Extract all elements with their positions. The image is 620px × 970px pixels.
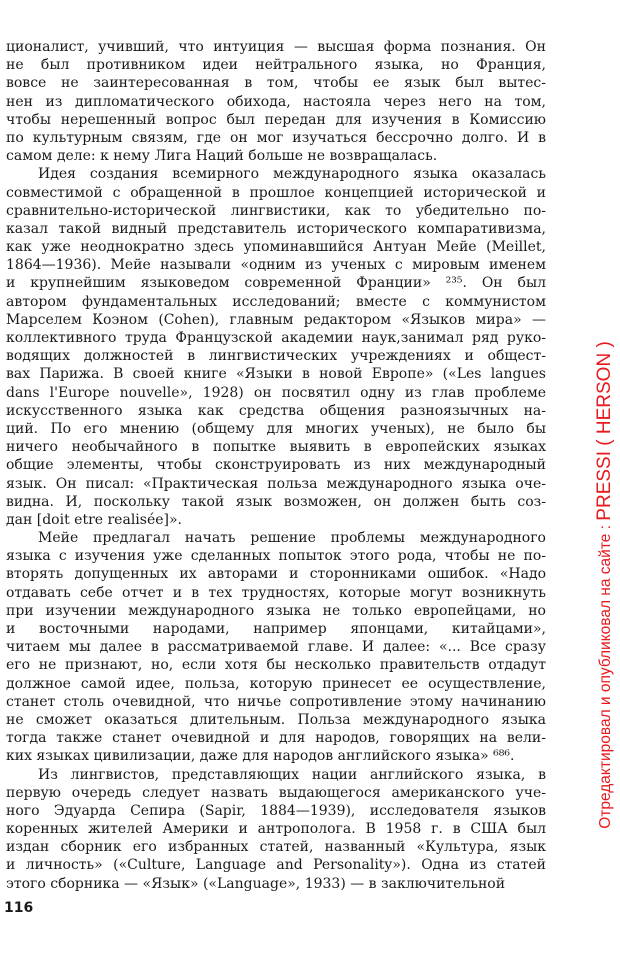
text-line: коренных жителей Америки и антрополога. В 1958 г. в США был: [6, 821, 546, 838]
text-line: искусственного языка как средства общения разноязычных на-: [6, 402, 546, 419]
text-line: ного Эдуарда Сепира (Sapir, 1884—1939), исследователя языков: [6, 802, 546, 819]
text-line: и крупнейшим языковедом современной Франции» ²³⁵. Он был: [6, 275, 546, 292]
text-line: сравнительно-исторической лингвистики, как то убедительно по-: [6, 202, 546, 219]
text-line: языка с изучения уже сделанных попыток этого рода, чтобы не по-: [6, 548, 546, 565]
text-line: ций. По его мнению (общему для многих ученых), не было бы: [6, 420, 546, 437]
text-line: первую очередь следует назвать выдающегося американского уче-: [6, 784, 546, 801]
text-line: ничего необычайного в попытке выявить в европейских языках: [6, 439, 546, 456]
text-line: Марселем Коэном (Cohen), главным редактором «Языков мира» —: [6, 311, 546, 328]
text-line: вах Парижа. В своей книге «Языки в новой Европе» («Les langues: [6, 366, 546, 383]
text-line: Из лингвистов, представляющих нации английского языка, в: [38, 766, 546, 783]
text-line: читаем мы далее в рассматриваемой главе. И далее: «... Все сразу: [6, 639, 546, 656]
page-number: 116: [4, 900, 34, 916]
text-line: издан сборник его избранных статей, названный «Культура, язык: [6, 839, 546, 856]
watermark-separator: :: [597, 520, 614, 534]
paragraph: [6, 529, 546, 765]
paragraph: [6, 38, 546, 165]
text-line: dans l'Europe nouvelle», 1928) он посвятил одну из глав проблеме: [6, 384, 546, 401]
text-line: совместимой с обращенной в прошлое концепцией исторической и: [6, 184, 546, 201]
body-text: [6, 38, 546, 893]
paragraph: [6, 766, 546, 893]
paragraph: [6, 165, 546, 529]
text-line: и восточными народами, например японцами, китайцами»,: [6, 621, 546, 637]
text-line: при изучении международного языка не только европейцами, но: [6, 602, 546, 619]
text-line: должное самой идее, польза, которую принесет ее осуществление,: [6, 675, 546, 692]
text-line: ких языках цивилизации, даже для народов английского языка» ⁶⁸⁶.: [6, 748, 515, 765]
watermark: [585, 255, 620, 915]
text-line: автором фундаментальных исследований; вместе с коммунистом: [6, 293, 546, 310]
text-line: не был противником идеи нейтрального языка, но Франция,: [6, 57, 546, 74]
text-line: видна. И, поскольку такой язык возможен, он должен быть соз-: [6, 493, 546, 510]
text-line: и личность» («Culture, Language and Personality»). Одна из статей: [6, 857, 546, 874]
text-line: коллективного труда Французской академии наук,занимал ряд руко-: [6, 330, 546, 346]
text-line: общие элементы, чтобы сконструировать из них международный: [6, 457, 546, 474]
text-line: этого сборника — «Язык» («Language», 1933) — в заключительной: [6, 875, 506, 892]
text-line: как уже неоднократно здесь упоминавшийся Антуан Мейе (Meillet,: [6, 239, 546, 256]
text-line: станет столь очевидной, что ничье сопротивление этому начинанию: [6, 693, 546, 710]
text-line: Идея создания всемирного международного языка оказалась: [38, 166, 546, 183]
watermark-site: PRESSI ( HERSON ): [594, 341, 615, 521]
text-line: язык. Он писал: «Практическая польза международного языка оче-: [6, 475, 546, 492]
text-line: вторять допущенных их авторами и сторонниками ошибок. «Надо: [6, 566, 546, 583]
text-line: нен из дипломатического обихода, настояла через него на том,: [6, 93, 546, 110]
watermark-caption: Отредактировал и опубликовал на сайте: [597, 533, 614, 829]
text-line: водящих должностей в лингвистических учреждениях и общест-: [6, 348, 546, 365]
watermark-text: [594, 341, 616, 829]
text-line: отдавать себе отчет и в тех трудностях, которые могут возникнуть: [6, 584, 546, 601]
text-line: тогда также станет очевидной и для народов, говорящих на вели-: [6, 730, 546, 747]
text-line: казал такой видный представитель исторического компаративизма,: [6, 220, 546, 237]
text-line: не сможет оказаться длительным. Польза международного языка: [6, 711, 546, 728]
text-line: Мейе предлагал начать решение проблемы международного: [38, 530, 546, 547]
text-line: чтобы нерешенный вопрос был передан для изучения в Комиссию: [6, 111, 546, 128]
text-line: самом деле: к нему Лига Наций больше не возвращалась.: [6, 148, 438, 165]
text-line: дан [doit etre realisée]».: [6, 511, 183, 528]
text-line: по культурным связям, где он мог изучаться бессрочно долго. И в: [6, 129, 546, 146]
text-line: его не признают, но, если хотя бы несколько правительств отдадут: [6, 657, 546, 674]
text-line: ционалист, учивший, что интуиция — высшая форма познания. Он: [6, 39, 546, 55]
text-line: вовсе не заинтересованная в том, чтобы ее язык был вытес-: [6, 75, 546, 92]
text-line: 1864—1936). Мейе называли «одним из ученых с мировым именем: [6, 257, 546, 274]
